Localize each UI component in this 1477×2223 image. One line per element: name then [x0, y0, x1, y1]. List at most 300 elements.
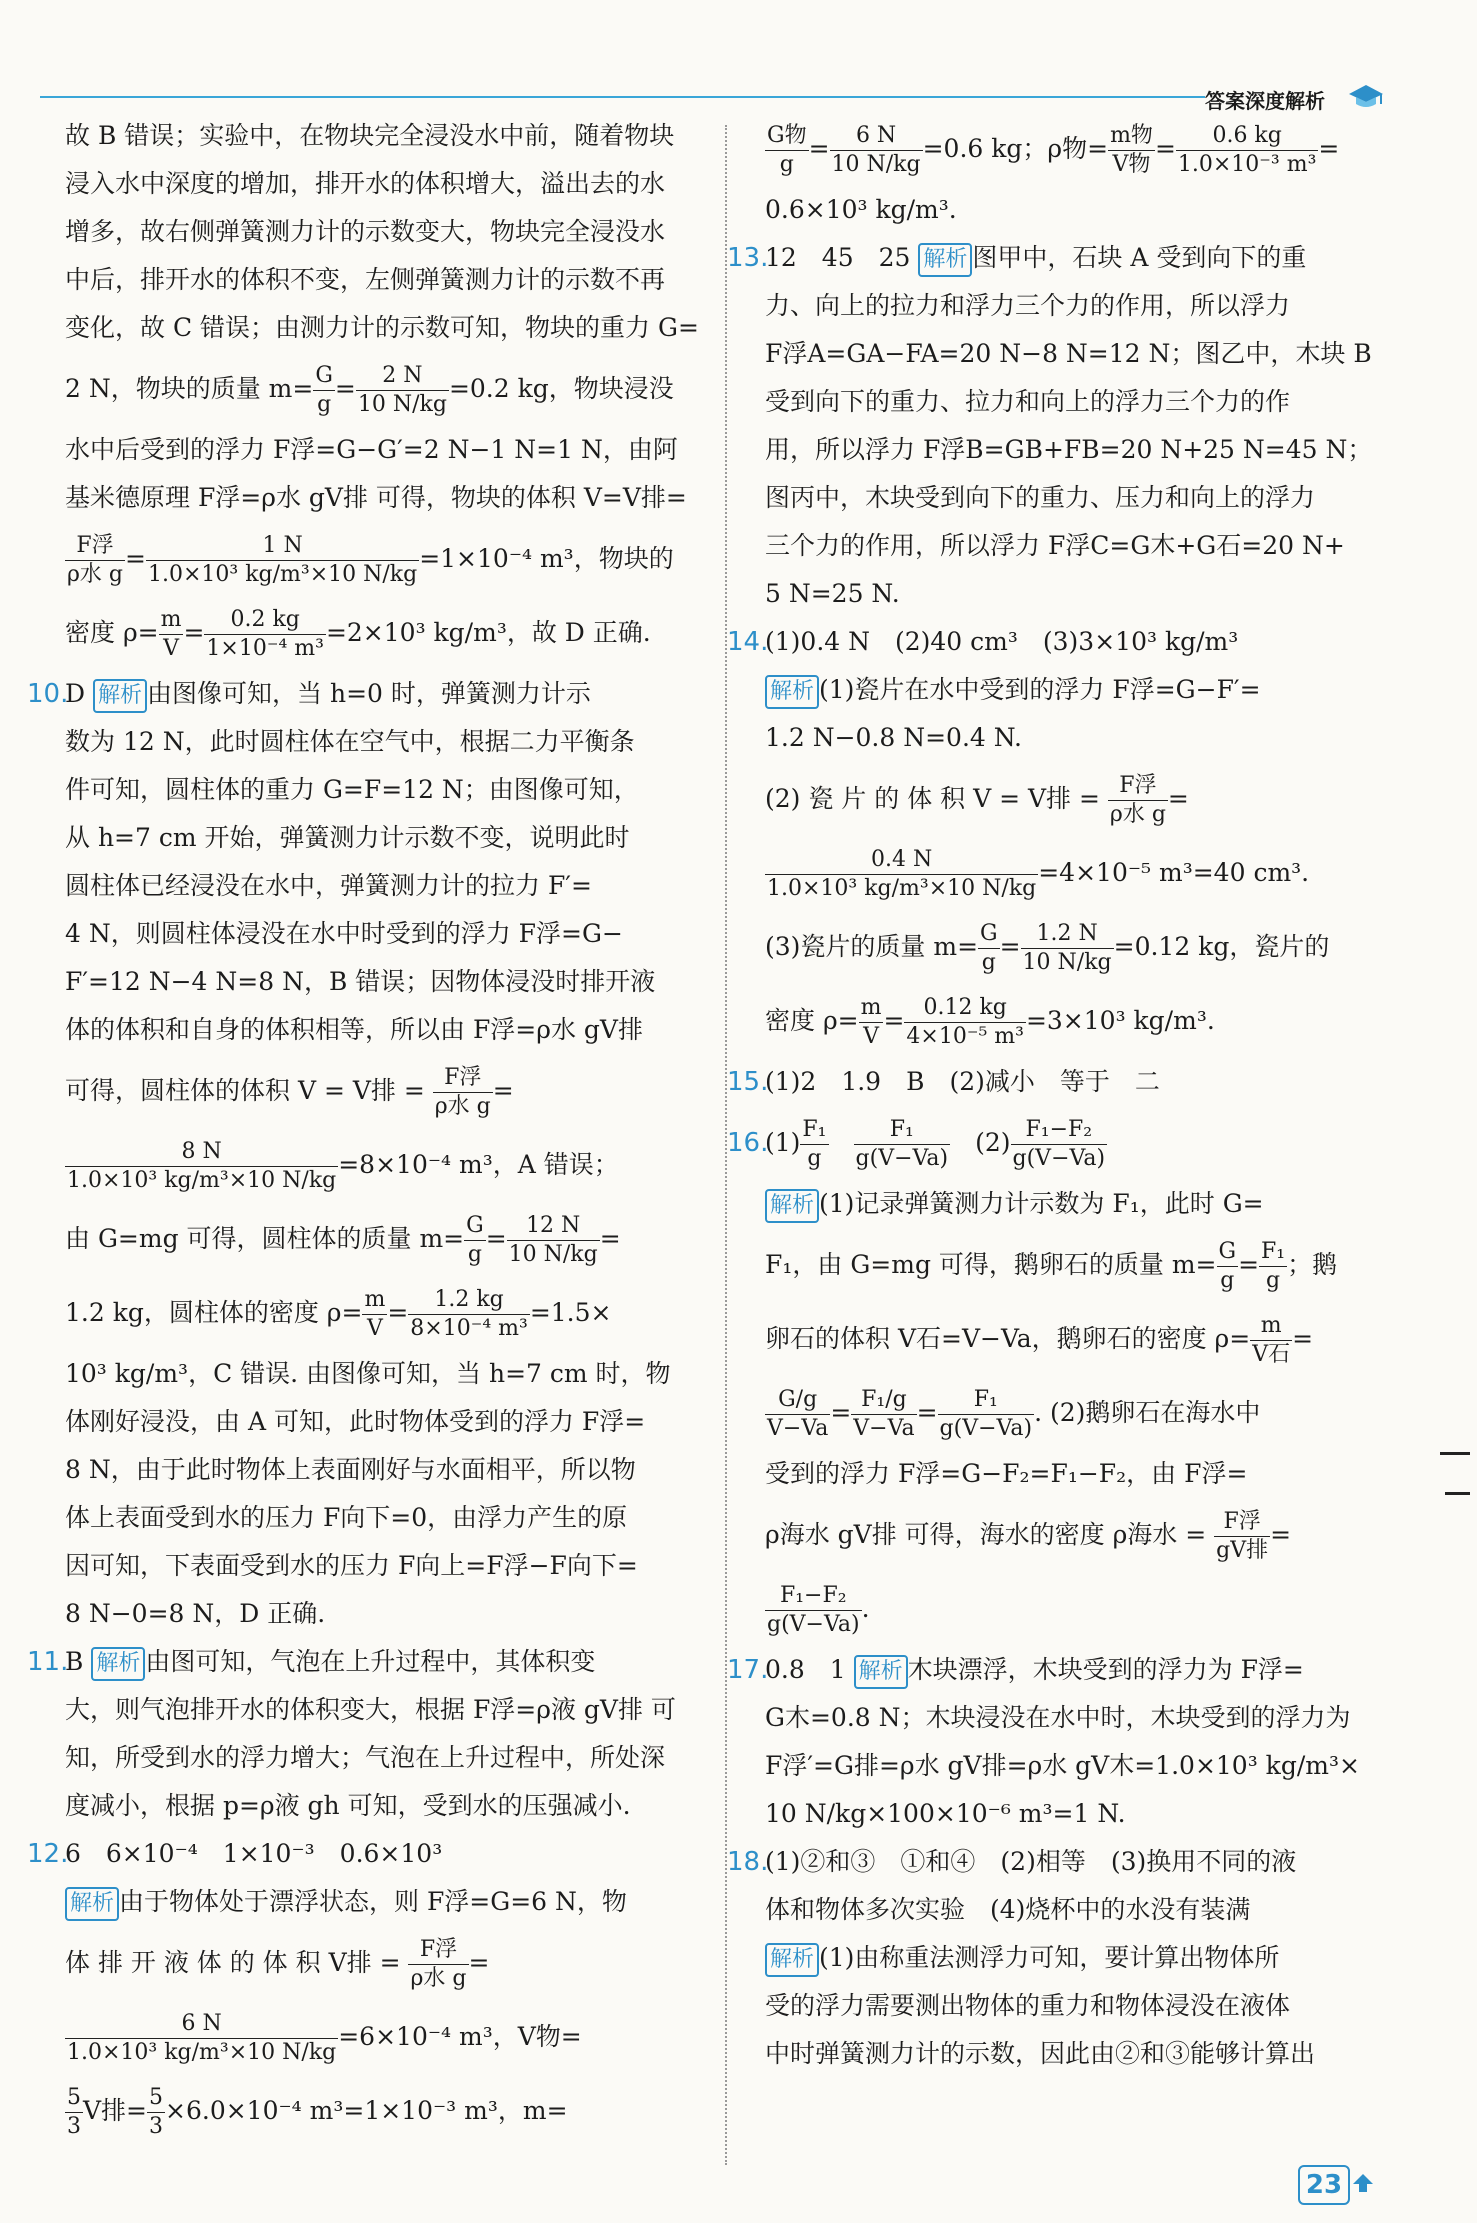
line-text: 图甲中，石块 A 受到向下的重	[972, 243, 1307, 272]
line-text: 图丙中，木块受到向下的重力、压力和向上的浮力	[765, 483, 1316, 512]
text-line	[765, 1694, 1385, 1742]
text-line	[65, 862, 690, 910]
denominator: 8×10⁻⁴ m³	[410, 1316, 528, 1341]
text-line	[765, 666, 1385, 714]
line-text: V排=	[83, 2096, 148, 2125]
line-text: 数为 12 N，此时圆柱体在空气中，根据二力平衡条	[65, 727, 635, 756]
line-text: (1)由称重法测浮力可知，要计算出物体所	[819, 1943, 1280, 1972]
fraction	[159, 606, 184, 663]
text-line	[65, 596, 690, 670]
analysis-tag: 解析	[65, 1887, 119, 1921]
line-text: (2)	[950, 1128, 1011, 1157]
denominator: 10 N/kg	[831, 152, 921, 177]
line-text: 1.2 kg，圆柱体的密度 ρ=	[65, 1298, 363, 1327]
text-line	[765, 1302, 1385, 1376]
denominator: V	[366, 1316, 383, 1341]
question-number: 18.	[727, 1847, 769, 1877]
line-text: =	[883, 1006, 905, 1035]
line-text: 基米德原理 F浮=ρ水 gV排 可得，物块的体积 V=V排=	[65, 483, 687, 512]
line-text: 10³ kg/m³，C 错误. 由图像可知，当 h=7 cm 时，物	[65, 1359, 671, 1388]
numerator: 5	[147, 2084, 165, 2113]
fraction	[938, 1386, 1035, 1443]
text-line	[65, 766, 690, 814]
fraction	[800, 1116, 828, 1173]
line-text: 体刚好浸没，由 A 可知，此时物体受到的浮力 F浮=	[65, 1407, 646, 1436]
text-line	[765, 1886, 1385, 1934]
text-line	[65, 522, 690, 596]
line-text: 变化，故 C 错误；由测力计的示数可知，物块的重力 G=	[65, 313, 699, 342]
fraction	[362, 1286, 387, 1343]
denominator: 1.0×10³ kg/m³×10 N/kg	[67, 2040, 337, 2065]
line-text: (1)瓷片在水中受到的浮力 F浮=G−F′=	[819, 675, 1261, 704]
numerator: F₁−F₂	[765, 1582, 862, 1611]
question-number: 16.	[727, 1128, 769, 1158]
denominator: g	[317, 392, 332, 417]
question-number: 11.	[27, 1647, 69, 1677]
text-line	[65, 1494, 690, 1542]
line-text: 故 B 错误；实验中，在物块完全浸没水中前，随着物块	[65, 121, 675, 150]
text-line	[65, 2074, 690, 2148]
denominator: g(V−Va)	[767, 1612, 860, 1637]
denominator: 1×10⁻⁴ m³	[206, 636, 324, 661]
line-text: 0.8 1	[765, 1655, 854, 1684]
text-line	[727, 234, 1385, 282]
text-line	[765, 186, 1385, 234]
line-text: =2×10³ kg/m³，故 D 正确.	[325, 618, 651, 647]
graduation-cap-icon	[1348, 82, 1384, 112]
numerator: 0.4 N	[765, 846, 1038, 875]
fraction	[1259, 1238, 1287, 1295]
line-text: =	[599, 1224, 621, 1253]
line-text: (2) 瓷 片 的 体 积 V = V排 =	[765, 784, 1108, 813]
numerator: F浮	[1108, 772, 1168, 801]
line-text: 8 N，由于此时物体上表面刚好与水面相平，所以物	[65, 1455, 636, 1484]
fraction	[356, 362, 449, 419]
fraction	[147, 2084, 165, 2141]
denominator: g	[1266, 1268, 1281, 1293]
numerator: G	[978, 920, 1000, 949]
numerator: F浮	[433, 1064, 493, 1093]
text-line	[65, 1276, 690, 1350]
line-text: 增多，故右侧弹簧测力计的示数变大，物块完全浸没水	[65, 217, 666, 246]
denominator: 3	[149, 2114, 164, 2139]
denominator: ρ水 g	[434, 1094, 491, 1119]
line-text: 12 45 25	[765, 243, 919, 272]
question-number: 10.	[27, 679, 69, 709]
text-line	[65, 718, 690, 766]
denominator: 1.0×10³ kg/m³×10 N/kg	[67, 1168, 337, 1193]
line-text: =4×10⁻⁵ m³=40 cm³.	[1038, 858, 1310, 887]
numerator: 1.2 kg	[408, 1286, 530, 1315]
line-text: 圆柱体已经浸没在水中，弹簧测力计的拉力 F′=	[65, 871, 592, 900]
text-line	[765, 282, 1385, 330]
text-line	[65, 910, 690, 958]
line-text: (1)记录弹簧测力计示数为 F₁，此时 G=	[819, 1189, 1264, 1218]
text-line	[65, 426, 690, 474]
text-line	[765, 378, 1385, 426]
line-text: D	[65, 679, 93, 708]
text-line	[65, 1398, 690, 1446]
line-text: =0.12 kg，瓷片的	[1113, 932, 1330, 961]
analysis-tag: 解析	[854, 1655, 908, 1689]
line-text: . (2)鹅卵石在海水中	[1034, 1398, 1261, 1427]
text-line	[765, 1376, 1385, 1450]
text-line	[765, 2030, 1385, 2078]
fraction	[433, 1064, 493, 1121]
line-text: 4 N，则圆柱体浸没在水中时受到的浮力 F浮=G−	[65, 919, 623, 948]
text-line	[765, 1498, 1385, 1572]
line-text: =	[334, 374, 356, 403]
question-number: 17.	[727, 1655, 769, 1685]
analysis-tag: 解析	[93, 679, 147, 713]
numerator: 1 N	[146, 532, 419, 561]
line-text: 体 排 开 液 体 的 体 积 V排 =	[65, 1948, 409, 1977]
line-text: (1)②和③ ①和④ (2)相等 (3)换用不同的液	[765, 1847, 1297, 1876]
text-line	[65, 304, 699, 352]
line-text: (1)2 1.9 B (2)减小 等于 二	[765, 1067, 1160, 1096]
line-text: =	[830, 1398, 852, 1427]
denominator: g	[981, 950, 996, 975]
analysis-tag: 解析	[918, 243, 972, 277]
text-line	[727, 618, 1385, 666]
line-text: 密度 ρ=	[765, 1006, 859, 1035]
text-line	[65, 208, 690, 256]
line-text: 体上表面受到水的压力 F向下=0，由浮力产生的原	[65, 1503, 628, 1532]
line-text: (1)0.4 N (2)40 cm³ (3)3×10³ kg/m³	[765, 627, 1239, 656]
left-column	[27, 112, 699, 2148]
text-line	[65, 1590, 690, 1638]
denominator: g	[807, 1146, 822, 1171]
numerator: F浮	[65, 532, 125, 561]
numerator: F₁	[800, 1116, 828, 1145]
numerator: G/g	[765, 1386, 830, 1415]
text-line	[765, 984, 1385, 1058]
line-text: =	[999, 932, 1021, 961]
fraction	[1108, 122, 1155, 179]
fraction	[1217, 1238, 1239, 1295]
analysis-tag: 解析	[765, 1189, 819, 1223]
denominator: gV排	[1216, 1538, 1269, 1563]
fraction	[1021, 920, 1114, 977]
text-line	[65, 2000, 690, 2074]
header-rule	[40, 96, 1205, 98]
line-text: 受的浮力需要测出物体的重力和物体浸没在液体	[765, 1991, 1291, 2020]
line-text: =	[183, 618, 205, 647]
numerator: 2 N	[356, 362, 449, 391]
text-line	[65, 112, 690, 160]
fraction	[1011, 1116, 1108, 1173]
numerator: G	[464, 1212, 486, 1241]
line-text: =1.5×	[529, 1298, 612, 1327]
text-line	[765, 1228, 1385, 1302]
text-line	[65, 1446, 690, 1494]
text-line	[765, 1180, 1385, 1228]
fraction	[978, 920, 1000, 977]
line-text: =	[808, 134, 830, 163]
text-line	[65, 1054, 690, 1128]
text-line	[65, 1734, 690, 1782]
denominator: 1.0×10³ kg/m³×10 N/kg	[767, 876, 1037, 901]
numerator: F₁−F₂	[1011, 1116, 1108, 1145]
line-text: =	[1318, 134, 1340, 163]
line-text: ρ海水 gV排 可得，海水的密度 ρ海水 =	[765, 1520, 1215, 1549]
text-line	[765, 474, 1385, 522]
fraction	[313, 362, 335, 419]
text-line	[765, 112, 1385, 186]
denominator: 10 N/kg	[357, 392, 447, 417]
text-line	[27, 1638, 690, 1686]
text-line	[65, 1350, 690, 1398]
line-text: 浸入水中深度的增加，排开水的体积增大，溢出去的水	[65, 169, 666, 198]
numerator: 6 N	[830, 122, 923, 151]
line-text: 8 N−0=8 N，D 正确.	[65, 1599, 326, 1628]
text-line	[65, 352, 690, 426]
line-text: .	[861, 1594, 870, 1623]
line-text: F₁，由 G=mg 可得，鹅卵石的质量 m=	[765, 1250, 1217, 1279]
text-line	[65, 1542, 690, 1590]
fraction	[904, 994, 1026, 1051]
numerator: 12 N	[507, 1212, 600, 1241]
numerator: G	[1217, 1238, 1239, 1267]
line-text: =	[1270, 1520, 1292, 1549]
line-text: 中时弹簧测力计的示数，因此由②和③能够计算出	[765, 2039, 1316, 2068]
denominator: ρ水 g	[67, 562, 124, 587]
line-text: =0.2 kg，物块浸没	[448, 374, 674, 403]
numerator: m	[1250, 1312, 1292, 1341]
text-line	[765, 1790, 1385, 1838]
denominator: g	[779, 152, 794, 177]
fraction	[408, 1936, 468, 1993]
line-text: F浮′=G排=ρ水 gV排=ρ水 gV木=1.0×10³ kg/m³×	[765, 1751, 1360, 1780]
text-line	[65, 256, 690, 304]
margin-mark	[1445, 1492, 1470, 1495]
line-text: (1)	[765, 1128, 801, 1157]
text-line	[65, 1128, 690, 1202]
text-line	[65, 1926, 690, 2000]
line-text: 密度 ρ=	[65, 618, 159, 647]
fraction	[204, 606, 326, 663]
denominator: V−Va	[853, 1416, 915, 1441]
line-text: 力、向上的拉力和浮力三个力的作用，所以浮力	[765, 291, 1291, 320]
denominator: g	[1220, 1268, 1235, 1293]
analysis-tag: 解析	[765, 675, 819, 709]
line-text: B	[65, 1647, 92, 1676]
line-text: F′=12 N−4 N=8 N，B 错误；因物体浸没时排开液	[65, 967, 656, 996]
line-text	[829, 1128, 854, 1157]
numerator: 8 N	[65, 1138, 338, 1167]
text-line	[65, 1878, 690, 1926]
text-line	[727, 1058, 1385, 1106]
line-text: 卵石的体积 V石=V−Va，鹅卵石的密度 ρ=	[765, 1324, 1251, 1353]
numerator: F₁	[854, 1116, 951, 1145]
text-line	[765, 910, 1385, 984]
denominator: ρ水 g	[1109, 802, 1166, 827]
numerator: G物	[765, 122, 809, 151]
question-number: 14.	[727, 627, 769, 657]
denominator: 4×10⁻⁵ m³	[906, 1024, 1024, 1049]
line-text: 由图像可知，当 h=0 时，弹簧测力计示	[147, 679, 591, 708]
line-text: 从 h=7 cm 开始，弹簧测力计示数不变，说明此时	[65, 823, 630, 852]
fraction	[851, 1386, 916, 1443]
line-text: =	[1154, 134, 1176, 163]
line-text: =	[387, 1298, 409, 1327]
denominator: g(V−Va)	[1012, 1146, 1106, 1171]
denominator: 10 N/kg	[508, 1242, 598, 1267]
text-line	[65, 1202, 690, 1276]
denominator: V	[163, 636, 179, 661]
numerator: G	[313, 362, 335, 391]
question-number: 13.	[727, 243, 769, 273]
numerator: 1.2 N	[1021, 920, 1114, 949]
fraction	[765, 1582, 862, 1639]
fraction	[1176, 122, 1319, 179]
line-text: 6 6×10⁻⁴ 1×10⁻³ 0.6×10³	[65, 1839, 443, 1868]
denominator: g	[467, 1242, 482, 1267]
analysis-tag: 解析	[91, 1647, 145, 1681]
line-text: 中后，排开水的体积不变，左侧弹簧测力计的示数不再	[65, 265, 666, 294]
question-number: 12.	[27, 1839, 69, 1869]
denominator: 3	[67, 2114, 81, 2139]
line-text: 0.6×10³ kg/m³.	[765, 195, 957, 224]
numerator: m	[362, 1286, 387, 1315]
line-text: 1.2 N−0.8 N=0.4 N.	[765, 723, 1022, 752]
text-line	[65, 1782, 690, 1830]
text-line	[65, 1006, 690, 1054]
numerator: 0.6 kg	[1176, 122, 1319, 151]
line-text: 体的体积和自身的体积相等，所以由 F浮=ρ水 gV排	[65, 1015, 643, 1044]
line-text: F浮A=GA−FA=20 N−8 N=12 N；图乙中，木块 B	[765, 339, 1372, 368]
line-text: =3×10³ kg/m³.	[1025, 1006, 1215, 1035]
text-line	[65, 958, 690, 1006]
line-text: 大，则气泡排开水的体积变大，根据 F浮=ρ液 gV排 可	[65, 1695, 676, 1724]
right-column	[727, 112, 1385, 2078]
line-text: 件可知，圆柱体的重力 G=F=12 N；由图像可知，	[65, 775, 639, 804]
fraction	[1250, 1312, 1292, 1369]
text-line	[765, 836, 1385, 910]
fraction	[408, 1286, 530, 1343]
line-text: =	[125, 544, 146, 573]
text-line	[765, 426, 1385, 474]
analysis-tag: 解析	[765, 1943, 819, 1977]
fraction	[146, 532, 419, 589]
fraction	[65, 532, 125, 589]
text-line	[765, 1934, 1385, 1982]
line-text: 可得，圆柱体的体积 V = V排 =	[65, 1076, 433, 1105]
text-line	[727, 1838, 1385, 1886]
line-text: 水中后受到的浮力 F浮=G−G′=2 N−1 N=1 N，由阿	[65, 435, 678, 464]
denominator: 1.0×10⁻³ m³	[1177, 152, 1317, 177]
line-text: =	[492, 1076, 514, 1105]
numerator: F₁/g	[851, 1386, 916, 1415]
numerator: 0.12 kg	[904, 994, 1026, 1023]
fraction	[765, 122, 809, 179]
line-text: =1×10⁻⁴ m³，物块的	[419, 544, 674, 573]
fraction	[464, 1212, 486, 1269]
fraction	[65, 2084, 83, 2141]
text-line	[765, 330, 1385, 378]
text-line	[765, 1742, 1385, 1790]
numerator: m物	[1108, 122, 1155, 151]
line-text: =	[916, 1398, 938, 1427]
denominator: V−Va	[767, 1416, 829, 1441]
line-text: G木=0.8 N；木块浸没在水中时，木块受到的浮力为	[765, 1703, 1351, 1732]
line-text: =	[1292, 1324, 1314, 1353]
fraction	[859, 994, 884, 1051]
text-line	[727, 1106, 1385, 1180]
line-text: 5 N=25 N.	[765, 579, 900, 608]
numerator: 5	[65, 2084, 83, 2113]
text-line	[765, 1450, 1385, 1498]
numerator: F₁	[1259, 1238, 1287, 1267]
page-number: 23	[1298, 2165, 1350, 2205]
line-text: 木块漂浮，木块受到的浮力为 F浮=	[907, 1655, 1304, 1684]
line-text: 体和物体多次实验 (4)烧杯中的水没有装满	[765, 1895, 1251, 1924]
line-text: ×6.0×10⁻⁴ m³=1×10⁻³ m³，m=	[165, 2096, 568, 2125]
line-text: 知，所受到水的浮力增大；气泡在上升过程中，所处深	[65, 1743, 666, 1772]
line-text: =	[1238, 1250, 1260, 1279]
text-line	[65, 814, 690, 862]
fraction	[765, 1386, 830, 1443]
line-text: 三个力的作用，所以浮力 F浮C=G木+G石=20 N+	[765, 531, 1345, 560]
line-text: =	[1167, 784, 1189, 813]
header-brand: 答案深度解析	[1205, 89, 1325, 113]
line-text: =8×10⁻⁴ m³，A 错误；	[338, 1150, 619, 1179]
text-line	[765, 714, 1385, 762]
text-line	[727, 1646, 1385, 1694]
fraction	[65, 2010, 338, 2067]
margin-mark	[1440, 1452, 1470, 1455]
numerator: m	[859, 994, 884, 1023]
text-line	[765, 762, 1385, 836]
line-text: =	[485, 1224, 507, 1253]
text-line	[765, 1572, 1385, 1646]
text-line	[765, 1982, 1385, 2030]
fraction	[854, 1116, 951, 1173]
fraction	[507, 1212, 600, 1269]
fraction	[1108, 772, 1168, 829]
text-line	[27, 1830, 690, 1878]
line-text: 因可知，下表面受到水的压力 F向上=F浮−F向下=	[65, 1551, 638, 1580]
text-line	[27, 670, 690, 718]
line-text: 度减小，根据 p=ρ液 gh 可知，受到水的压强减小.	[65, 1791, 631, 1820]
line-text: 10 N/kg×100×10⁻⁶ m³=1 N.	[765, 1799, 1126, 1828]
text-line	[765, 570, 1385, 618]
line-text: =6×10⁻⁴ m³，V物=	[338, 2022, 582, 2051]
text-line	[765, 522, 1385, 570]
numerator: m	[159, 606, 184, 635]
line-text: =	[468, 1948, 490, 1977]
line-text: 由图可知，气泡在上升过程中，其体积变	[145, 1647, 596, 1676]
line-text: 用，所以浮力 F浮B=GB+FB=20 N+25 N=45 N；	[765, 435, 1373, 464]
denominator: 10 N/kg	[1022, 950, 1112, 975]
text-line	[65, 474, 690, 522]
denominator: g(V−Va)	[939, 1416, 1033, 1441]
numerator: F浮	[408, 1936, 468, 1965]
line-text: 由 G=mg 可得，圆柱体的质量 m=	[65, 1224, 465, 1253]
denominator: V	[863, 1024, 879, 1049]
denominator: V石	[1252, 1342, 1291, 1367]
fraction	[765, 846, 1038, 903]
fraction	[65, 1138, 338, 1195]
question-number: 15.	[727, 1067, 769, 1097]
numerator: 6 N	[65, 2010, 338, 2039]
fraction	[1214, 1508, 1270, 1565]
denominator: V物	[1112, 152, 1151, 177]
line-text: 2 N，物块的质量 m=	[65, 374, 314, 403]
line-text: 受到向下的重力、拉力和向上的浮力三个力的作	[765, 387, 1291, 416]
line-text: 由于物体处于漂浮状态，则 F浮=G=6 N，物	[119, 1887, 627, 1916]
text-line	[65, 1686, 690, 1734]
